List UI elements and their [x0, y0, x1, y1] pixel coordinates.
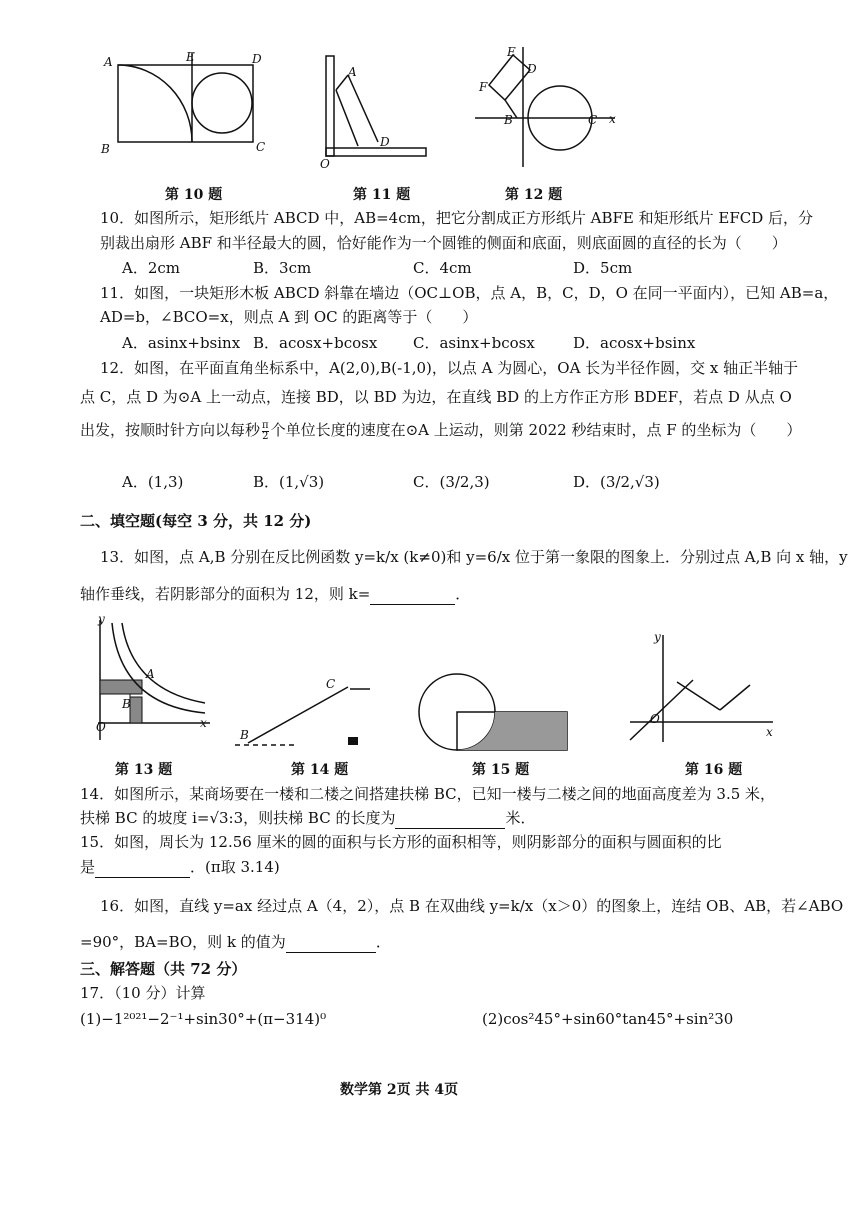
q12-speed-fraction — [262, 421, 269, 442]
q11-line1: 11．如图，一块矩形木板 ABCD 斜靠在墙边（OC⊥OB，点 A，B，C，D，O 在同一平面内），已知 AB=a， — [100, 284, 839, 302]
fig13-caption: 第 13 题 — [115, 762, 173, 778]
q10-option-c: C．4cm — [413, 259, 472, 277]
q12-frac-num: π — [262, 419, 269, 431]
figure-14 — [230, 675, 380, 750]
fig16-caption: 第 16 题 — [685, 762, 743, 778]
q14-line2-text: 扶梯 BC 的坡度 i=√3:3，则扶梯 BC 的长度为 — [80, 809, 396, 827]
q16-line1: 16．如图，直线 y=ax 经过点 A（4，2），点 B 在双曲线 y=k/x（x＞0）的图象上，连结 OB、AB，若∠ABO — [100, 897, 844, 915]
q13-answer-blank[interactable] — [370, 584, 455, 605]
q14-line2-end: 米． — [505, 809, 536, 827]
q12-line2: 点 C，点 D 为⊙A 上一动点，连接 BD，以 BD 为边，在直线 BD 的上方作正方形 BDEF，若点 D 从点 O — [80, 388, 792, 406]
q16-line2-text: =90°，BA=BO，则 k 的值为 — [80, 933, 286, 951]
q13-line2-text: 轴作垂线，若阴影部分的面积为 12，则 k= — [80, 585, 371, 603]
q12-option-c: C．(3/2,3) — [413, 473, 490, 491]
q17-title: 17．（10 分）计算 — [80, 984, 206, 1002]
fig12-label-b: B — [504, 113, 513, 127]
q10-line1: 10．如图所示，矩形纸片 ABCD 中，AB=4cm，把它分割成正方形纸片 ABFE 和矩形纸片 EFCD 后，分 — [100, 209, 814, 227]
q10-option-a: A．2cm — [122, 259, 181, 277]
fig10-label-d: D — [252, 52, 262, 66]
q17-part2: (2)cos²45°+sin60°tan45°+sin²30 — [482, 1010, 734, 1028]
q15-answer-blank[interactable] — [95, 857, 190, 878]
q14-line1: 14．如图所示，某商场要在一楼和二楼之间搭建扶梯 BC，已知一楼与二楼之间的地面高度差为 3.5 米， — [80, 785, 776, 803]
q13-line2 — [80, 584, 470, 605]
fig13-label-o: O — [96, 720, 106, 734]
q12-option-b: B．(1,√3) — [253, 473, 325, 491]
fig13-label-b: B — [122, 697, 131, 711]
fig13-label-a: A — [146, 667, 155, 681]
fig10-label-e: E — [186, 50, 195, 64]
q13-line1: 13．如图，点 A,B 分别在反比例函数 y=k/x (k≠0)和 y=6/x 位于第一象限的图象上．分别过点 A,B 向 x 轴，y — [100, 548, 848, 566]
fig12-label-c: C — [588, 113, 598, 127]
q15-line2 — [80, 857, 280, 878]
fig14-label-c: C — [326, 677, 336, 691]
fig12-label-e: E — [507, 45, 516, 59]
q17-part1: (1)−1²⁰²¹−2⁻¹+sin30°+(π−314)⁰ — [80, 1010, 327, 1028]
q12-option-a: A．(1,3) — [122, 473, 184, 491]
q12-line3 — [80, 420, 801, 442]
section-2-heading: 二、填空题(每空 3 分，共 12 分) — [80, 512, 312, 530]
q14-answer-blank[interactable] — [395, 808, 505, 829]
fig13-label-x: x — [200, 716, 207, 730]
fig14-caption: 第 14 题 — [291, 762, 349, 778]
fig12-label-x: x — [609, 112, 616, 126]
q11-option-a: A．asinx+bsinx — [122, 334, 241, 352]
q16-answer-blank[interactable] — [286, 932, 376, 953]
fig11-label-d: D — [380, 135, 390, 149]
q11-option-d: D．acosx+bsinx — [573, 334, 696, 352]
figure-12 — [475, 45, 625, 170]
figure-15 — [415, 670, 570, 755]
q15-line2-start: 是 — [80, 858, 96, 876]
q11-option-b: B．acosx+bcosx — [253, 334, 378, 352]
q16-line2-end: ． — [375, 933, 391, 951]
fig12-label-d: D — [527, 62, 537, 76]
figure-16 — [625, 630, 780, 745]
q15-line2-end: ．(π取 3.14) — [190, 858, 280, 876]
q10-line2: 别裁出扇形 ABF 和半径最大的圆，恰好能作为一个圆锥的侧面和底面，则底面圆的直径的长为（ ） — [100, 234, 787, 252]
fig10-caption: 第 10 题 — [165, 187, 223, 203]
fig10-label-a: A — [104, 55, 113, 69]
fig11-caption: 第 11 题 — [353, 187, 411, 203]
fig14-label-b: B — [240, 728, 249, 742]
q16-line2 — [80, 932, 391, 953]
fig12-caption: 第 12 题 — [505, 187, 563, 203]
figure-11 — [318, 50, 433, 162]
fig16-label-y: y — [654, 630, 661, 644]
q11-option-c: C．asinx+bcosx — [413, 334, 535, 352]
fig12-label-f: F — [479, 80, 488, 94]
q13-line2-end: ． — [455, 585, 471, 603]
q12-option-d: D．(3/2,√3) — [573, 473, 660, 491]
q12-frac-den: 2 — [262, 430, 269, 442]
fig11-label-o: O — [320, 157, 330, 171]
q12-line1: 12．如图，在平面直角坐标系中，A(2,0),B(-1,0)，以点 A 为圆心，OA 长为半径作圆，交 x 轴正半轴于 — [100, 359, 799, 377]
q10-option-d: D．5cm — [573, 259, 633, 277]
fig10-label-b: B — [101, 142, 110, 156]
fig13-label-y: y — [98, 612, 105, 626]
fig10-label-c: C — [256, 140, 266, 154]
q12-line3-start: 出发，按顺时针方向以每秒 — [80, 421, 261, 439]
q15-line1: 15．如图，周长为 12.56 厘米的圆的面积与长方形的面积相等，则阴影部分的面积与圆面积的比 — [80, 833, 722, 851]
q14-line2 — [80, 808, 535, 829]
fig16-label-o: O — [650, 712, 660, 726]
q11-line2: AD=b，∠BCO=x，则点 A 到 OC 的距离等于（ ） — [100, 308, 478, 326]
section-3-heading: 三、解答题（共 72 分） — [80, 960, 247, 978]
figure-10 — [100, 45, 270, 155]
fig11-label-a: A — [348, 65, 357, 79]
fig15-caption: 第 15 题 — [472, 762, 530, 778]
fig16-label-x: x — [766, 725, 773, 739]
q10-option-b: B．3cm — [253, 259, 312, 277]
q12-line3-end: 个单位长度的速度在⊙A 上运动，则第 2022 秒结束时，点 F 的坐标为（ ） — [270, 421, 802, 439]
page-footer: 数学第 2页 共 4页 — [340, 1082, 459, 1098]
